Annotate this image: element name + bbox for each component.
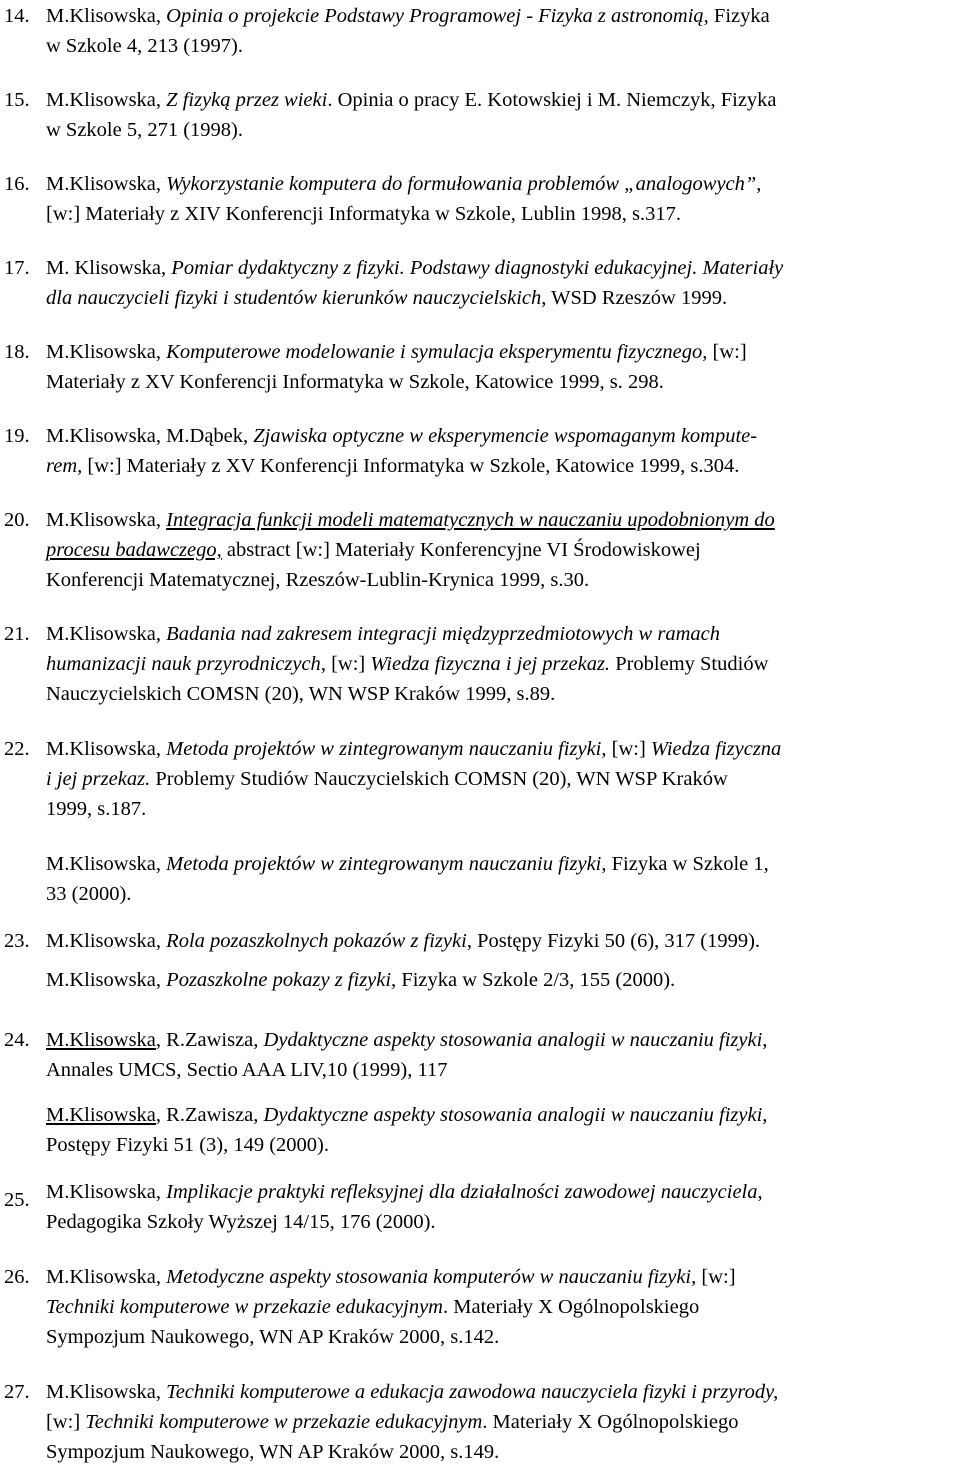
entry-number: 14. bbox=[4, 5, 30, 27]
text-line bbox=[46, 649, 956, 679]
text-line bbox=[46, 1100, 956, 1130]
entry-text bbox=[46, 1177, 956, 1237]
text-segment: Metoda projektów w zintegrowanym nauczaniu fizyki bbox=[166, 738, 602, 760]
entry-number: 20. bbox=[4, 509, 30, 531]
text-segment: Pozaszkolne pokazy z fizyki, bbox=[166, 969, 397, 991]
text-segment: Dydaktyczne aspekty stosowania analogii w nauczaniu fizyki bbox=[263, 1029, 763, 1051]
entry-text bbox=[46, 1025, 956, 1085]
text-segment: , R.Zawisza, bbox=[155, 1104, 264, 1126]
text-line bbox=[46, 31, 956, 61]
text-line bbox=[46, 794, 956, 824]
text-segment: Metoda projektów w zintegrowanym nauczaniu fizyki bbox=[166, 853, 602, 875]
text-segment: Implikacje praktyki refleksyjnej dla działalności zawodowej nauczyciela bbox=[166, 1181, 758, 1203]
text-segment: , Postępy Fizyki 50 (6), 317 (1999). bbox=[466, 930, 761, 952]
text-segment: M.Klisowska, bbox=[46, 341, 167, 363]
entry-number: 27. bbox=[4, 1381, 30, 1403]
text-segment: Badania nad zakresem integracji międzyprzedmiotowych w ramach bbox=[166, 623, 720, 645]
text-segment: Z fizyką przez wieki bbox=[166, 89, 328, 111]
text-segment: , [w:] bbox=[601, 738, 651, 760]
entry-number: 26. bbox=[4, 1266, 30, 1288]
text-segment: M.Klisowska, bbox=[46, 1266, 167, 1288]
entry-number: 15. bbox=[4, 89, 30, 111]
text-segment: Pedagogika Szkoły Wyższej 14/15, 176 (2000). bbox=[46, 1211, 436, 1233]
text-line bbox=[46, 199, 956, 229]
text-segment: M.Klisowska bbox=[46, 1029, 156, 1051]
text-segment: M.Klisowska, bbox=[46, 853, 167, 875]
text-segment: M.Klisowska, bbox=[46, 969, 167, 991]
entry-number: 25. bbox=[4, 1189, 30, 1211]
text-line bbox=[46, 1055, 956, 1085]
entry-number: 24. bbox=[4, 1029, 30, 1051]
text-segment: . Materiały X Ogólnopolskiego bbox=[482, 1411, 739, 1433]
text-segment: Problemy Studiów Nauczycielskich COMSN (20), WN WSP Kraków bbox=[150, 768, 728, 790]
text-line bbox=[46, 421, 956, 451]
text-segment: M.Klisowska, bbox=[46, 5, 167, 27]
text-segment: w Szkole 4, 213 (1997). bbox=[46, 35, 244, 57]
text-segment: Zjawiska optyczne w eksperymencie wspomaganym kompute- bbox=[253, 425, 758, 447]
text-line bbox=[46, 565, 956, 595]
entry-number: 18. bbox=[4, 341, 30, 363]
entry-text bbox=[46, 619, 956, 709]
text-segment: Konferencji Matematycznej, Rzeszów-Lublin-Krynica 1999, s.30. bbox=[46, 569, 590, 591]
entry-subtext bbox=[46, 965, 956, 995]
text-line bbox=[46, 965, 956, 995]
text-segment: Materiały z XV Konferencji Informatyka w Szkole, Katowice 1999, s. 298. bbox=[46, 371, 664, 393]
text-segment: , WSD Rzeszów 1999. bbox=[541, 287, 728, 309]
text-line bbox=[46, 764, 956, 794]
text-segment: i jej przekaz. bbox=[46, 768, 151, 790]
text-segment: Fizyka w Szkole 2/3, 155 (2000). bbox=[396, 969, 676, 991]
text-segment: , Fizyka bbox=[703, 5, 770, 27]
text-segment: dla nauczycieli fizyki i studentów kierunków nauczycielskich bbox=[46, 287, 542, 309]
text-segment: Annales UMCS, Sectio AAA LIV,10 (1999), 117 bbox=[46, 1059, 448, 1081]
text-segment: Techniki komputerowe a edukacja zawodowa nauczyciela fizyki i przyrody, bbox=[166, 1381, 779, 1403]
text-segment: Techniki komputerowe w przekazie edukacyjnym bbox=[46, 1296, 443, 1318]
text-segment: abstract [w:] Materiały Konferencyjne VI Środowiskowej bbox=[221, 539, 701, 561]
entry-text bbox=[46, 734, 956, 824]
text-segment: M. Klisowska, bbox=[46, 257, 172, 279]
entry-number: 16. bbox=[4, 173, 30, 195]
text-line bbox=[46, 169, 956, 199]
text-segment: M.Klisowska, bbox=[46, 89, 167, 111]
entry-text bbox=[46, 253, 956, 313]
text-line bbox=[46, 283, 956, 313]
text-segment: Sympozjum Naukowego, WN AP Kraków 2000, s.149. bbox=[46, 1441, 500, 1463]
text-line bbox=[46, 1437, 956, 1467]
text-line bbox=[46, 1407, 956, 1437]
text-segment: [w:] bbox=[46, 1411, 86, 1433]
entry-text bbox=[46, 85, 956, 145]
entry-text bbox=[46, 505, 956, 595]
text-segment: . Materiały X Ogólnopolskiego bbox=[443, 1296, 700, 1318]
text-segment: humanizacji nauk przyrodniczych bbox=[46, 653, 321, 675]
text-segment: procesu badawczego, bbox=[46, 539, 222, 561]
text-segment: M.Klisowska, bbox=[46, 623, 167, 645]
text-segment: Nauczycielskich COMSN (20), WN WSP Kraków 1999, s.89. bbox=[46, 683, 556, 705]
text-line bbox=[46, 619, 956, 649]
text-line bbox=[46, 1025, 956, 1055]
text-line bbox=[46, 115, 956, 145]
text-segment: M.Klisowska, bbox=[46, 1181, 167, 1203]
text-segment: w Szkole 5, 271 (1998). bbox=[46, 119, 244, 141]
text-segment: [w:] Materiały z XV Konferencji Informatyka w Szkole, Katowice 1999, s.304. bbox=[82, 455, 740, 477]
text-line bbox=[46, 679, 956, 709]
text-segment: Rola pozaszkolnych pokazów z fizyki bbox=[166, 930, 467, 952]
entry-text bbox=[46, 169, 956, 229]
text-segment: Metodyczne aspekty stosowania komputerów w nauczaniu fizyki, bbox=[166, 1266, 697, 1288]
text-segment: [w:] bbox=[696, 1266, 736, 1288]
text-segment: Techniki komputerowe w przekazie edukacyjnym bbox=[85, 1411, 483, 1433]
text-line bbox=[46, 1262, 956, 1292]
text-segment: Wiedza fizyczna bbox=[650, 738, 782, 760]
text-line bbox=[46, 253, 956, 283]
text-line bbox=[46, 337, 956, 367]
text-segment: M.Klisowska, bbox=[46, 509, 167, 531]
entry-text bbox=[46, 1262, 956, 1352]
text-segment: M.Klisowska, bbox=[46, 1381, 167, 1403]
text-segment: Sympozjum Naukowego, WN AP Kraków 2000, s.142. bbox=[46, 1326, 500, 1348]
text-line bbox=[46, 1, 956, 31]
text-segment: Wiedza fizyczna i jej przekaz. bbox=[370, 653, 611, 675]
text-segment: , R.Zawisza, bbox=[155, 1029, 264, 1051]
text-segment: Integracja funkcji modeli matematycznych w nauczaniu upodobnionym do bbox=[166, 509, 775, 531]
entry-subtext bbox=[46, 1100, 956, 1160]
text-segment: Postępy Fizyki 51 (3), 149 (2000). bbox=[46, 1134, 329, 1156]
text-segment: M.Klisowska, bbox=[46, 930, 167, 952]
text-segment: [w:] Materiały z XIV Konferencji Informatyka w Szkole, Lublin 1998, s.317. bbox=[46, 203, 681, 225]
text-segment: 1999, s.187. bbox=[46, 798, 147, 820]
entry-text bbox=[46, 926, 956, 956]
text-line bbox=[46, 505, 956, 535]
text-segment: , bbox=[762, 1104, 768, 1126]
text-segment: M.Klisowska, bbox=[46, 173, 167, 195]
text-segment: M.Klisowska, M.Dąbek, bbox=[46, 425, 254, 447]
text-segment: Komputerowe modelowanie i symulacja eksperymentu fizycznego, bbox=[166, 341, 708, 363]
text-segment: [w:] bbox=[707, 341, 747, 363]
text-segment: , [w:] bbox=[320, 653, 371, 675]
entry-subtext bbox=[46, 849, 956, 909]
text-line bbox=[46, 367, 956, 397]
text-line bbox=[46, 1130, 956, 1160]
text-line bbox=[46, 1207, 956, 1237]
text-segment: , Fizyka w Szkole 1, bbox=[601, 853, 769, 875]
entry-text bbox=[46, 337, 956, 397]
text-segment: Opinia o projekcie Podstawy Programowej - Fizyka z astronomią bbox=[166, 5, 704, 27]
text-segment: , bbox=[756, 173, 762, 195]
entry-number: 19. bbox=[4, 425, 30, 447]
text-line bbox=[46, 535, 956, 565]
text-segment: Wykorzystanie komputera do formułowania problemów „analogowych” bbox=[166, 173, 757, 195]
entry-number: 21. bbox=[4, 623, 30, 645]
text-segment: Pomiar dydaktyczny z fizyki. Podstawy diagnostyki edukacyjnej. Materiały bbox=[171, 257, 784, 279]
entry-number: 17. bbox=[4, 257, 30, 279]
text-segment: Problemy Studiów bbox=[610, 653, 769, 675]
text-segment: 33 (2000). bbox=[46, 883, 132, 905]
text-line bbox=[46, 451, 956, 481]
text-segment: M.Klisowska, bbox=[46, 738, 167, 760]
text-line bbox=[46, 926, 956, 956]
text-segment: rem, bbox=[46, 455, 83, 477]
text-line bbox=[46, 1292, 956, 1322]
text-segment: M.Klisowska bbox=[46, 1104, 156, 1126]
text-segment: Dydaktyczne aspekty stosowania analogii w nauczaniu fizyki bbox=[263, 1104, 763, 1126]
entry-text bbox=[46, 1377, 956, 1467]
entry-text bbox=[46, 1, 956, 61]
text-line bbox=[46, 734, 956, 764]
text-line bbox=[46, 879, 956, 909]
text-segment: . Opinia o pracy E. Kotowskiej i M. Niemczyk, Fizyka bbox=[327, 89, 777, 111]
text-segment: , bbox=[762, 1029, 768, 1051]
text-line bbox=[46, 1177, 956, 1207]
text-line bbox=[46, 85, 956, 115]
entry-text bbox=[46, 421, 956, 481]
text-line bbox=[46, 849, 956, 879]
entry-number: 22. bbox=[4, 738, 30, 760]
text-line bbox=[46, 1322, 956, 1352]
text-line bbox=[46, 1377, 956, 1407]
text-segment: , bbox=[757, 1181, 763, 1203]
entry-number: 23. bbox=[4, 930, 30, 952]
